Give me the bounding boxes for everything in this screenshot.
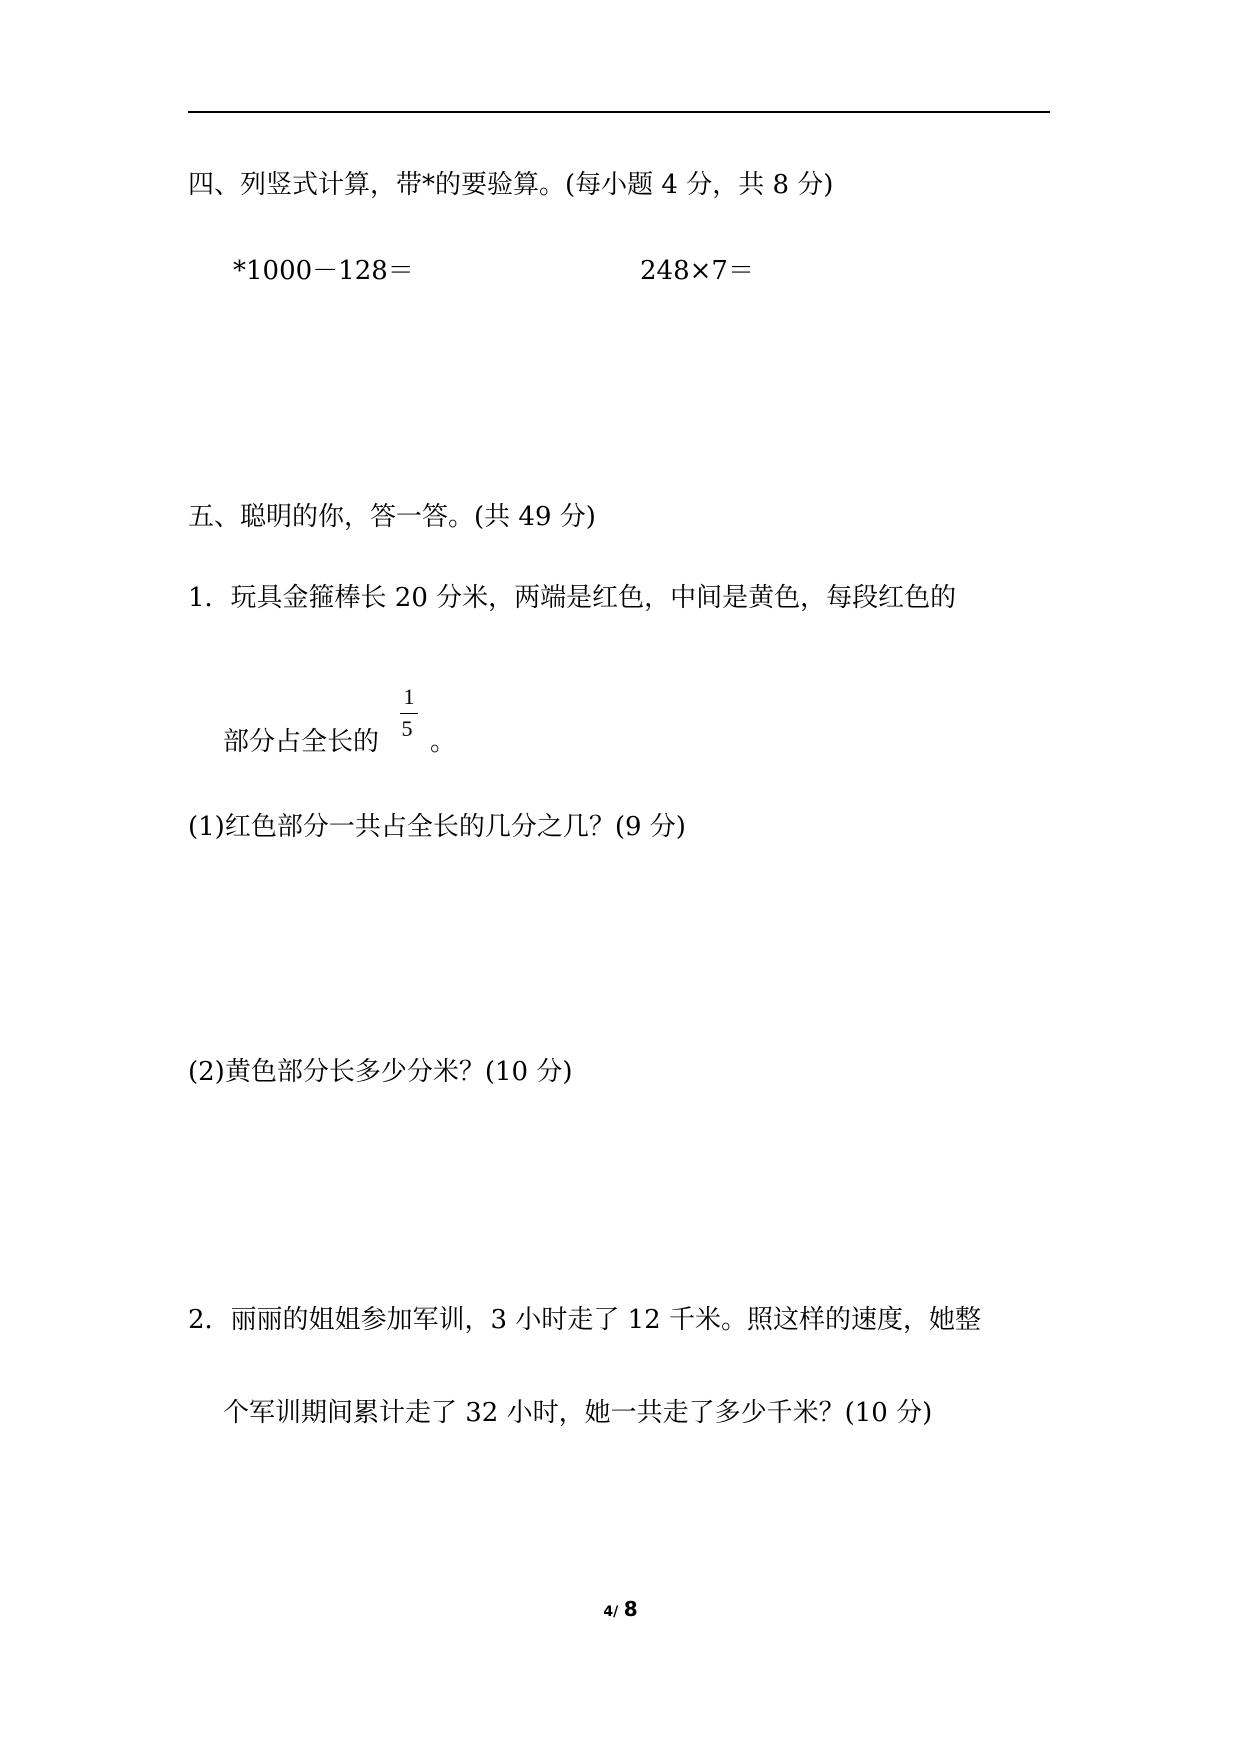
question1-sub2: (2)黄色部分长多少分米？(10 分) bbox=[188, 1057, 573, 1087]
question1-line1: 1．玩具金箍棒长 20 分米，两端是红色，中间是黄色，每段红色的 bbox=[188, 583, 957, 613]
question2-line2: 个军训期间累计走了 32 小时，她一共走了多少千米？(10 分) bbox=[223, 1398, 933, 1428]
question2-line1: 2．丽丽的姐姐参加军训，3 小时走了 12 千米。照这样的速度，她整 bbox=[188, 1305, 981, 1335]
fraction-denominator: 5 bbox=[401, 716, 413, 741]
problem-248-times-7: 248×7＝ bbox=[640, 256, 754, 286]
question1-line2-prefix: 部分占全长的 bbox=[223, 727, 380, 757]
page-separator: / bbox=[613, 1604, 619, 1620]
page-number bbox=[0, 1597, 1241, 1621]
problem-1000-minus-128: *1000－128＝ bbox=[233, 256, 414, 286]
section4-heading: 四、列竖式计算，带*的要验算。(每小题 4 分，共 8 分) bbox=[188, 170, 834, 200]
page-current: 4 bbox=[603, 1604, 614, 1620]
question1-sub1: (1)红色部分一共占全长的几分之几？(9 分) bbox=[188, 812, 686, 842]
header-rule bbox=[188, 111, 1050, 113]
fraction-bar bbox=[400, 713, 418, 714]
section5-heading: 五、聪明的你，答一答。(共 49 分) bbox=[188, 502, 596, 532]
question1-line2-suffix: 。 bbox=[430, 727, 457, 757]
fraction-numerator: 1 bbox=[403, 684, 415, 709]
page-total: 8 bbox=[623, 1597, 638, 1621]
